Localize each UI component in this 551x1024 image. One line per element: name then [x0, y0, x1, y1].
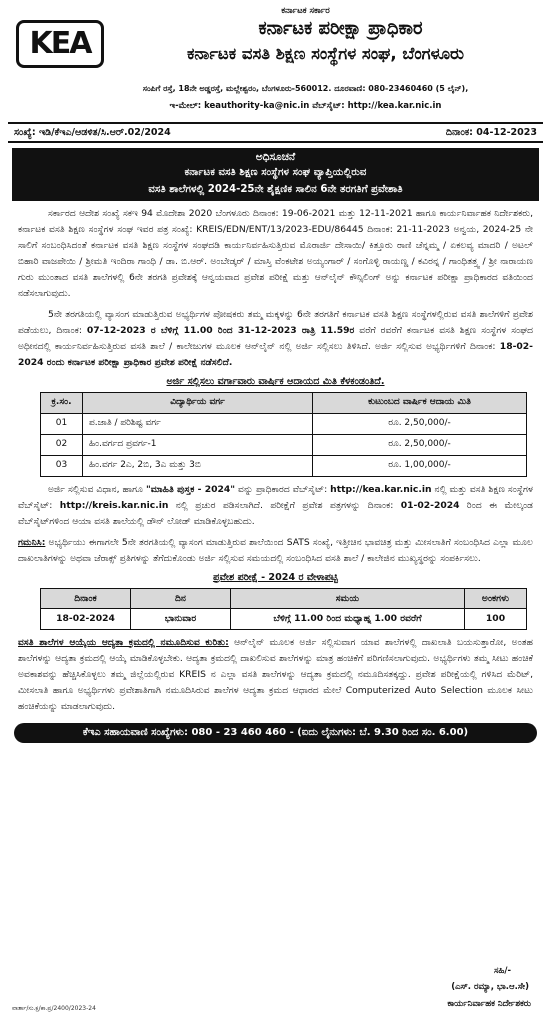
address-line: ಸಂಪಿಗೆ ರಸ್ತೆ, 18ನೇ ಅಡ್ಡರಸ್ತೆ, ಮಲ್ಲೇಶ್ವರಂ, ಬೆಂಗಳೂರು-560012. ದೂರವಾಣಿ: 080-23460460 (5 ಲೈನ್),: [142, 84, 469, 93]
society-title: ಕರ್ನಾಟಕ ವಸತಿ ಶಿಕ್ಷಣ ಸಂಸ್ಥೆಗಳ ಸಂಘ, ಬೆಂಗಳೂರು: [186, 44, 465, 63]
col-income-limit: ಕುಟುಂಬದ ವಾರ್ಷಿಕ ಆದಾಯ ಮಿತಿ: [313, 392, 527, 413]
table-row: 01 ಪ.ಜಾತಿ / ಪರಿಶಿಷ್ಟ ವರ್ಗ ರೂ. 2,50,000/-: [41, 413, 527, 434]
kea-logo: KEA: [16, 20, 104, 68]
signature-sd: ಸಹಿ/-: [494, 966, 511, 976]
notification-subject-line1: ಕರ್ನಾಟಕ ವಸತಿ ಶಿಕ್ಷಣ ಸಂಸ್ಥೆಗಳ ಸಂಘ ವ್ಯಾಪ್ತಿಯಲ್ಲಿರುವ: [13, 166, 538, 183]
signature-name: (ಎಸ್. ರಮ್ಯಾ, ಭಾ.ಆ.ಸೇ): [451, 982, 529, 992]
paragraph-application-dates: 5ನೇ ತರಗತಿಯಲ್ಲಿ ವ್ಯಾಸಂಗ ಮಾಡುತ್ತಿರುವ ಅಭ್ಯರ್ಥಿಗಳ ಪೋಷಕರು ತಮ್ಮ ಮಕ್ಕಳನ್ನು 6ನೇ ತರಗತಿಗೆ ಕರ್ನಾಟಕ ವಸತಿ ಶಿಕ್ಷಣ ಸಂಸ್ಥೆಗಳಲ್ಲಿರುವ ವಸತಿ ಶಾಲೆಗಳಿಗೆ ಪ್ರವೇಶ ಪಡೆಯಲು, ದಿನಾಂಕ: 07-12-2023 ರ ಬೆಳಿಗ್ಗೆ 11.00 ರಿಂದ 31-12-2023 ರಾತ್ರಿ 11.59ರ ವರೆಗೆ ರವರೆಗೆ ಕರ್ನಾಟಕ ವಸತಿ ಶಿಕ್ಷಣ ಸಂಸ್ಥೆಗಳ ಸಂಘದ ಅಧೀನದಲ್ಲಿ ಕಾರ್ಯನಿರ್ವಹಿಸುತ್ತಿರುವ ವಸತಿ ಶಾಲೆ / ಕಾಲೇಜುಗಳ ಮೂಲಕ ಆನ್‌ಲೈನ್ ನಲ್ಲಿ ಅರ್ಜಿ ಸಲ್ಲಿಸಲು ತಿಳಿಸಿದೆ. ಅರ್ಜಿ ಸಲ್ಲಿಸುವ ಅಭ್ಯರ್ಥಿಗಳಿಗೆ ದಿನಾಂಕ: 18-02-2024 ರಂದು ಕರ್ನಾಟಕ ಪರೀಕ್ಷಾ ಪ್ರಾಧಿಕಾರ ಪ್ರವೇಶ ಪರೀಕ್ಷೆ ನಡೆಸಲಿದೆ.: [18, 308, 534, 368]
table-row: 03 ಹಿಂ.ವರ್ಗ 2ಎ, 2ಬಿ, 3ಎ ಮತ್ತು 3ಬಿ ರೂ. 1,00,000/-: [41, 455, 527, 476]
authority-title: ಕರ್ನಾಟಕ ಪರೀಕ್ಷಾ ಪ್ರಾಧಿಕಾರ: [258, 18, 423, 39]
notification-heading: ಅಧಿಸೂಚನೆ: [13, 149, 538, 166]
reference-number: ಸಂಖ್ಯೆ: ಇಡಿ/ಕೆಇಎ/ಆಡಳಿತ/ಸಿ.ಆರ್.02/2024: [14, 127, 171, 138]
table-row: 18-02-2024 ಭಾನುವಾರ ಬೆಳಿಗ್ಗೆ 11.00 ರಿಂದ ಮಧ್ಯಾಹ್ನ 1.00 ರವರೆಗೆ 100: [41, 609, 527, 630]
col-category: ವಿದ್ಯಾರ್ಥಿಯ ವರ್ಗ: [83, 392, 313, 413]
helpline-banner: ಕೆಇಎ ಸಹಾಯವಾಣಿ ಸಂಖ್ಯೆಗಳು: 080 - 23 460 460 - (ಐದು ಲೈನುಗಳು: ಬೆ. 9.30 ರಿಂದ ಸಂ. 6.00): [14, 723, 537, 744]
col-serial: ಕ್ರ.ಸಂ.: [41, 392, 83, 413]
exam-schedule-table: [40, 588, 527, 630]
letterhead: [8, 4, 543, 118]
table-header-row: [41, 392, 527, 413]
government-label: ಕರ್ನಾಟಕ ಸರ್ಕಾರ: [281, 6, 330, 16]
income-limit-table: [40, 392, 527, 477]
col-date: ದಿನಾಂಕ: [41, 588, 131, 609]
footer-code: ವಾರ್ತಾ/ಸು.ಕ್ಷ/ಕಾ.ಪ್ರ/2400/2023-24: [12, 1004, 96, 1012]
reference-bar: [8, 122, 543, 143]
col-marks: ಅಂಕಗಳು: [465, 588, 527, 609]
reference-date: ದಿನಾಂಕ: 04-12-2023: [445, 127, 537, 138]
col-day: ದಿನ: [131, 588, 231, 609]
col-time: ಸಮಯ: [231, 588, 465, 609]
paragraph-order-reference: ಸರ್ಕಾರದ ಆದೇಶ ಸಂಖ್ಯೆ ಸಕಇ 94 ಮೊದೇಶಾ 2020 ಬೆಂಗಳೂರು ದಿನಾಂಕ: 19-06-2021 ಮತ್ತು 12-11-2021 ಹಾಗೂ ಕಾರ್ಯನಿರ್ವಾಹಕ ನಿರ್ದೇಶಕರು, ಕರ್ನಾಟಕ ವಸತಿ ಶಿಕ್ಷಣ ಸಂಸ್ಥೆಗಳ ಸಂಘ ಇವರ ಪತ್ರ ಸಂಖ್ಯೆ: KREIS/EDN/ENT/13/2023-EDU/86445 ದಿನಾಂಕ: 21-11-2023 ಅನ್ವಯ, 2024-25 ನೇ ಸಾಲಿಗೆ ಸಂಬಂಧಿಸಿದಂತೆ ಕರ್ನಾಟಕ ವಸತಿ ಶಿಕ್ಷಣ ಸಂಸ್ಥೆಗಳ ಸಂಘದಡಿ ಕಾರ್ಯನಿರ್ವಹಿಸುತ್ತಿರುವ ಮೊರಾರ್ಜಿ ದೇಸಾಯಿ/ ಕಿತ್ತೂರು ರಾಣಿ ಚೆನ್ನಮ್ಮ / ಏಕಲವ್ಯ ಮಾದರಿ / ಅಟಲ್ ಬಿಹಾರಿ ವಾಜಪೇಯಿ / ಶ್ರೀಮತಿ ಇಂದಿರಾ ಗಾಂಧಿ / ಡಾ. ಬಿ.ಆರ್. ಅಂಬೇಡ್ಕರ್ / ಮಾಸ್ತಿ ವೆಂಕಟೇಶ ಅಯ್ಯಂಗಾರ್ / ಸಂಗೊಳ್ಳಿ ರಾಯಣ್ಣ / ಕವಿರನ್ನ / ಗಾಂಧಿತತ್ತ್ವ / ಶ್ರೀ ನಾರಾಯಣ ಗುರು ಮುಂತಾದ ವಸತಿ ಶಾಲೆಗಳಲ್ಲಿ 6ನೇ ತರಗತಿ ಪ್ರವೇಶಕ್ಕೆ ಆನ್ವಯವಾದ ಪ್ರವೇಶ ಪರೀಕ್ಷೆ ಮತ್ತು ಆನ್‌ಲೈನ್ ಕೌನ್ಸಿಲಿಂಗ್ ಅನ್ನು ಕರ್ನಾಟಕ ಪರೀಕ್ಷಾ ಪ್ರಾಧಿಕಾರದ ವತಿಯಿಂದ ನಡೆಸಲಾಗುವುದು.: [18, 207, 533, 299]
kreis-website-link[interactable]: http://kreis.kar.nic.in: [59, 499, 169, 511]
exam-schedule-title: ಪ್ರವೇಶ ಪರೀಕ್ಷೆ - 2024 ರ ವೇಳಾಪಟ್ಟಿ: [213, 571, 338, 583]
table-header-row: [41, 588, 527, 609]
paragraph-school-preference: ವಸತಿ ಶಾಲೆಗಳ ಆಯ್ಕೆಯ ಆದ್ಯತಾ ಕ್ರಮದಲ್ಲಿ ನಮೂದಿಸುವ ಕುರಿತು: ಆನ್‌ಲೈನ್ ಮೂಲಕ ಅರ್ಜಿ ಸಲ್ಲಿಸುವಾಗ ಯಾವ ಶಾಲೆಗಳಲ್ಲಿ ದಾಖಲಾತಿ ಬಯಸುತ್ತಾರೋ, ಅಂತಹ ಶಾಲೆಗಳನ್ನು ಆದ್ಯತಾ ಕ್ರಮದಲ್ಲಿ ಆಯ್ಕೆ ಮಾಡಿಕೊಳ್ಳಬೇಕು. ಆದ್ಯತಾ ಕ್ರಮದಲ್ಲಿ ದಾಖಲಿಸುವ ಶಾಲೆಗಳನ್ನು ಮಾತ್ರ ಹಂಚಿಕೆಗೆ ಪರಿಗಣಿಸಲಾಗುವುದು. ಅಭ್ಯರ್ಥಿಗಳು ತಮ್ಮ ಸೀಟು ಹಂಚಿಕೆ ಅವಕಾಶವನ್ನು ಹೆಚ್ಚಿಸಿಕೊಳ್ಳಲು ತಮ್ಮ ಜಿಲ್ಲೆಯಲ್ಲಿರುವ KREIS ನ ಎಲ್ಲಾ ವಸತಿ ಶಾಲೆಗಳನ್ನು ಆದ್ಯತಾ ಕ್ರಮದಲ್ಲಿ ನಮೂದಿಸತಕ್ಕದ್ದು. ಪ್ರವೇಶ ಪರೀಕ್ಷೆಯಲ್ಲಿ ಗಳಿಸಿದ ಮೆರಿಟ್, ಮೀಸಲಾತಿ ಹಾಗೂ ಅಭ್ಯರ್ಥಿಗಳು ಪ್ರವೇಶಾತಿಗಾಗಿ ನಮೂದಿಸಿರುವ ಶಾಲೆಗಳ ಆದ್ಯತಾ ಕ್ರಮದ ಆಧಾರದ ಮೇಲೆ Computerized Auto Selection ಮೂಲಕ ಸೀಟು ಹಂಚಿಕೆಯನ್ನು ಮಾಡಲಾಗುವುದು.: [18, 636, 533, 712]
email-website-line: ಇ-ಮೇಲ್: keauthority-ka@nic.in ವೆಬ್‌ಸೈಟ್: http://kea.kar.nic.in: [169, 101, 442, 111]
income-limit-title: ಅರ್ಜಿ ಸಲ್ಲಿಸಲು ವರ್ಗಾವಾರು ವಾರ್ಷಿಕ ಆದಾಯದ ಮಿತಿ ಕೆಳಕಂಡಂತಿದೆ.: [166, 375, 385, 387]
notification-subject-line2: ವಸತಿ ಶಾಲೆಗಳಲ್ಲಿ 2024-25ನೇ ಶೈಕ್ಷಣಿಕ ಸಾಲಿನ 6ನೇ ತರಗತಿಗೆ ಪ್ರವೇಶಾತಿ: [13, 183, 538, 200]
table-row: 02 ಹಿಂ.ವರ್ಗದ ಪ್ರವರ್ಗ-1 ರೂ. 2,50,000/-: [41, 434, 527, 455]
kea-website-link[interactable]: http://kea.kar.nic.in: [330, 483, 432, 495]
signature-designation: ಕಾರ್ಯನಿರ್ವಾಹಕ ನಿರ್ದೇಶಕರು: [447, 999, 531, 1009]
paragraph-information-booklet: ಅರ್ಜಿ ಸಲ್ಲಿಸುವ ವಿಧಾನ, ಹಾಗೂ "ಮಾಹಿತಿ ಪುಸ್ತಕ - 2024" ವನ್ನು ಪ್ರಾಧಿಕಾರದ ವೆಬ್‌ಸೈಟ್: http://kea.kar.nic.in ನಲ್ಲಿ ಮತ್ತು ವಸತಿ ಶಿಕ್ಷಣ ಸಂಸ್ಥೆಗಳ ವೆಬ್‌ಸೈಟ್: http://kreis.kar.nic.in ನಲ್ಲಿ ಪ್ರಚುರ ಪಡಿಸಲಾಗಿದೆ. ಪರೀಕ್ಷೆಗೆ ಪ್ರವೇಶ ಪತ್ರಗಳನ್ನು ದಿನಾಂಕ: 01-02-2024 ರಿಂದ ಈ ಮೇಲ್ಕಂಡ ವೆಬ್‌ಸೈಟ್‌ಗಳಿಂದ ಆಯಾ ವಸತಿ ಶಾಲೆಯಲ್ಲಿ ಡೌನ್ ಲೋಡ್ ಮಾಡಿಕೊಳ್ಳಬಹುದು.: [18, 483, 534, 527]
notification-banner: [12, 148, 539, 201]
paragraph-note: ಗಮನಿಸಿ: ಅಭ್ಯರ್ಥಿಯು ಈಗಾಗಲೇ 5ನೇ ತರಗತಿಯಲ್ಲಿ ವ್ಯಾಸಂಗ ಮಾಡುತ್ತಿರುವ ಶಾಲೆಯಿಂದ SATS ಸಂಖ್ಯೆ, ಇತ್ತೀಚಿನ ಭಾವಚಿತ್ರ ಮತ್ತು ಮೀಸಲಾತಿಗೆ ಸಂಬಂಧಿಸಿದ ಎಲ್ಲಾ ಮೂಲ ದಾಖಲಾತಿಗಳನ್ನು ಅಥವಾ ಜೆರಾಕ್ಸ್ ಪ್ರತಿಗಳನ್ನು ತೆಗೆದುಕೊಂಡು ಅರ್ಜಿ ಸಲ್ಲಿಸುವ ಸಮಯದಲ್ಲಿ ಸಂಬಂಧಿಸಿದ ವಸತಿ ಶಾಲೆ / ಕಾಲೇಜಿನ ಮುಖ್ಯಸ್ಥರನ್ನು ಸಂಪರ್ಕಿಸಲು.: [18, 536, 533, 564]
